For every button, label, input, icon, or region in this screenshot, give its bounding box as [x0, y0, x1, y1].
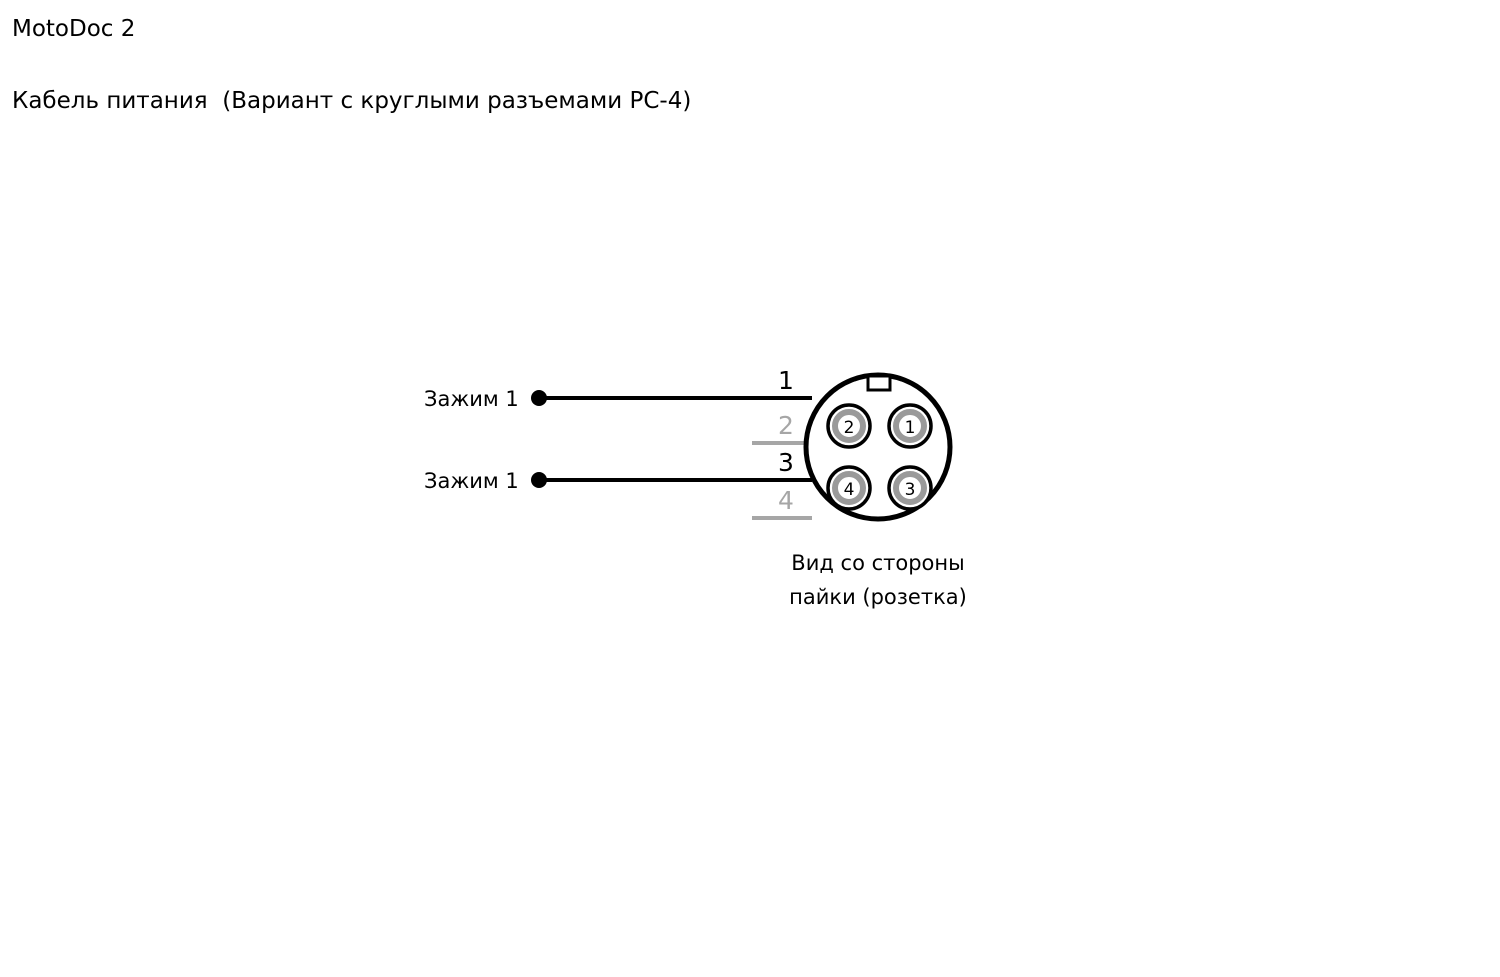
pad-label-1: 1 — [904, 418, 916, 438]
pin-number-1: 1 — [778, 366, 794, 395]
connector-body — [806, 375, 950, 519]
wire-row-1 — [424, 366, 812, 411]
connector-pad-4 — [828, 467, 870, 509]
caption-line-2: пайки (розетка) — [789, 585, 967, 609]
page-title: MotoDoc 2 — [12, 16, 136, 42]
pin-number-2: 2 — [778, 411, 794, 440]
connector-key-notch — [868, 376, 890, 390]
wire-row-3 — [424, 448, 812, 493]
connector-pad-1 — [889, 405, 931, 447]
caption-line-1: Вид со стороны — [791, 551, 965, 575]
connector-pad-2 — [828, 405, 870, 447]
wire-label-2: Зажим 1 — [424, 469, 519, 493]
pin-number-3: 3 — [778, 448, 794, 477]
pad-label-4: 4 — [843, 480, 855, 500]
pin-number-4: 4 — [778, 486, 794, 515]
wire-label-1: Зажим 1 — [424, 387, 519, 411]
page-subtitle: Кабель питания (Вариант с круглыми разъемами РС-4) — [12, 88, 692, 114]
wire-row-4-unused — [752, 486, 812, 518]
connector-pad-3 — [889, 467, 931, 509]
pad-label-2: 2 — [843, 418, 855, 438]
connector-caption — [789, 551, 967, 609]
wire-row-2-unused — [752, 411, 812, 443]
pad-label-3: 3 — [904, 480, 916, 500]
